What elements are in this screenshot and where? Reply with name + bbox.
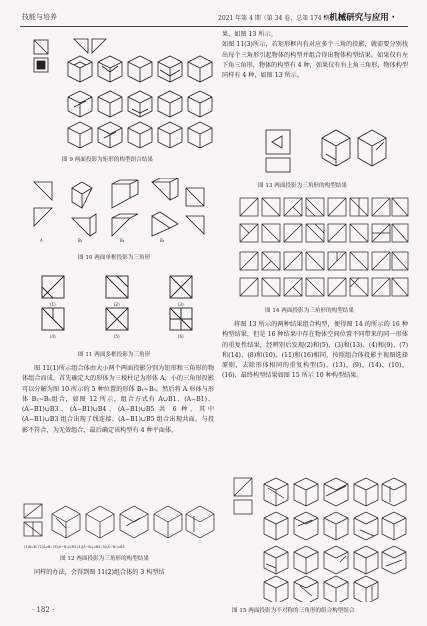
left-paragraph-2: 同样的办法，会得到图 11(2)组合体的 3 构型结 [34, 569, 165, 576]
fig10-label-a: A [40, 238, 43, 243]
figure-13-caption: 图 13 两面投影为三角形的构型结果 [258, 183, 347, 189]
fig10-label-b2: B₂ [120, 238, 125, 243]
figure-9 [30, 36, 215, 148]
figure-12-caption: 图 12 两面投影为三角形的构型结果 [60, 556, 149, 562]
header-brand: · 机械研究与应用 · [323, 13, 395, 23]
figure-15-caption: 图 15 两面投影为不对称的三角形的组合构型组合 [232, 608, 355, 614]
fig10-label-b3: B₃ [160, 238, 165, 243]
figure-9-caption: 图 9 两面投影为矩形的构型组合结果 [62, 157, 154, 163]
right-paragraph-1: 果，如图 13 所示。 如图 11(3)所示，若矩形框内有对应多个三角的投影，就需要分别找出每个三角形引起物体的构型并组合得出物体构型结果。如果仅有左下角三角形，物体的构型有 4 种，如果仅有右上角三角形，物体构型同样有 4 种，如图 13 所示。 [222, 31, 408, 80]
figure-14-caption: 图 14 两面投影为三角形的构型结果 [265, 308, 354, 314]
figure-11 [30, 272, 215, 344]
figure-13 [262, 126, 392, 176]
figure-10-caption: 图 10 两面单框投影为三角形 [78, 255, 151, 261]
figure-14 [238, 194, 410, 302]
header-left: 技能与培养 [22, 13, 57, 21]
header-rule [20, 26, 408, 27]
figure-10 [30, 178, 215, 246]
header-issue: 2021 年第 4 期（第 34 卷，总第 174 期） [218, 15, 336, 22]
fig11-label-5: (5) [114, 334, 120, 339]
figure-15 [230, 474, 410, 602]
left-paragraph-1: 图 11(1)所示组合体由大小两个两面投影分别为矩形和三角形的物体组合而成。首先确定大的形体为三棱柱记为形体 A，小的三角形投影可以分解为图 10 所示的 5 种位置的形体 B₁~B₅。然后将 A 形体与形体 B₁~B₅组合，如图 12 所示，组合方式有 A∪B1、(A−B1)、(A−B1)∪B3、(A−B1)∪B4、(A−B1)∪B5 共 6 种，其中(A−B1)∪B3 组合出现了线连接、(A−B1)∪B5 组合出现共面，与投影不符合，为无效组合，最后确定该构型有 4 种平面体。 [22, 365, 214, 434]
figure-11-caption: 图 11 两面多框投影为三角形 [78, 352, 151, 358]
fig11-label-2: (2) [114, 302, 120, 307]
fig11-label-4: (4) [50, 334, 56, 339]
figure-12 [22, 502, 217, 552]
fig11-label-3: (3) [178, 302, 184, 307]
fig11-label-1: (1) [50, 302, 56, 307]
fig12-labels: (1)A∪B₁ (2)A∪B₂ (3)(A−B₁)∪B3 (4)(A−B₁)∪B4 (5)(A−B₁)∪B5 [24, 545, 125, 549]
page-number: · 182 · [32, 606, 55, 614]
fig10-label-b1: B₁ [78, 238, 83, 243]
right-paragraph-2: 将图 13 所示的两种结果组合构型，便得图 14 的所示的 16 种构型结果，但是 16 种结果中存在物体空间位置不同带来的同一形体的重复性结果，经辨别后发现(2)和(5)、(3)和(13)、(4)和(9)、(7)和(14)、(8)和(10)、(11)和(16)相同，按照组合体投影主视图选择原则，去除形体相同的重复构型(5)、(13)、(9)、(14)、(10)、(16)，最终构型结果如图 15 所示 10 种构型结果。 [222, 321, 408, 380]
fig11-label-6: (6) [178, 334, 184, 339]
